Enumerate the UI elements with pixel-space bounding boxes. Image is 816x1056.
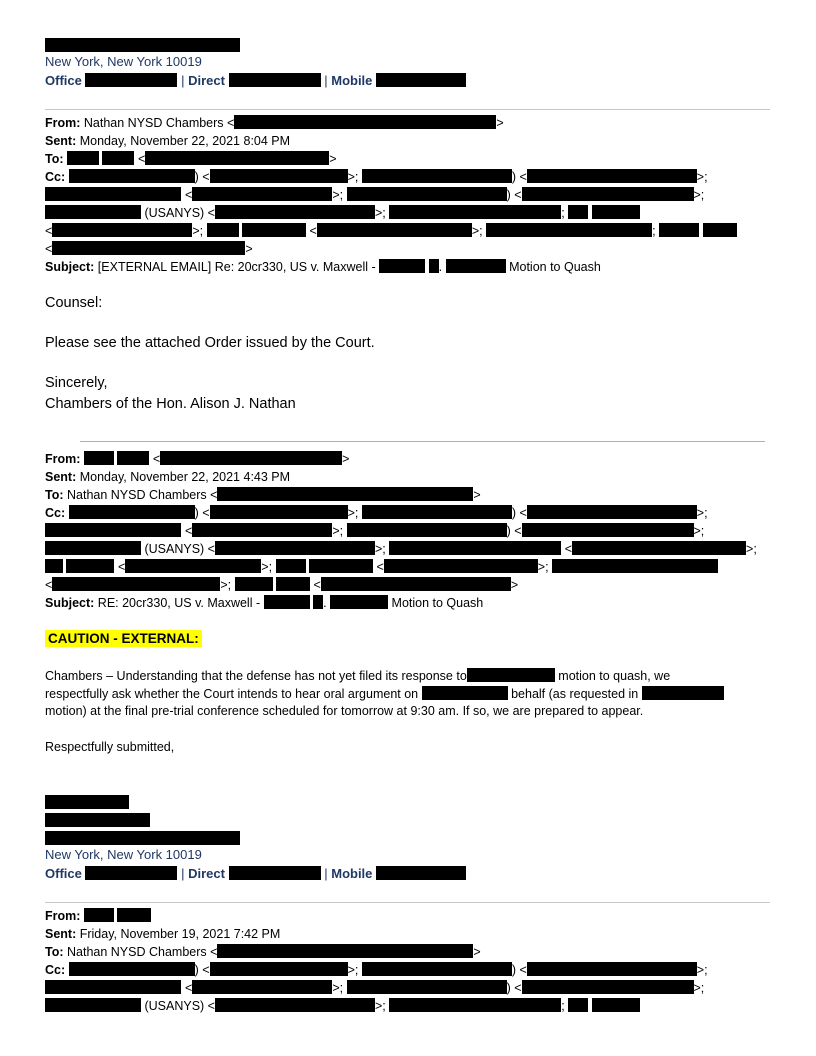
redaction	[45, 795, 129, 809]
email2-body-line2	[45, 686, 724, 701]
sent-label: Sent:	[45, 134, 77, 148]
redaction	[215, 541, 375, 555]
email2-sent	[45, 468, 290, 486]
redaction	[446, 259, 506, 273]
email1-from: From: Nathan NYSD Chambers < >	[45, 116, 504, 130]
from-label: From:	[45, 909, 81, 923]
email2-subject: Subject: RE: 20cr330, US v. Maxwell - . Motion to Quash	[45, 596, 484, 610]
cc-label: Cc:	[45, 170, 66, 184]
redaction	[592, 205, 640, 219]
redaction	[67, 151, 99, 165]
signature-city: New York, New York 10019	[45, 54, 202, 69]
redaction	[45, 38, 240, 52]
from-label: From:	[45, 116, 81, 130]
cc-label: Cc:	[45, 963, 66, 977]
subject-label: Subject:	[45, 596, 95, 610]
subject-label: Subject:	[45, 260, 95, 274]
redaction	[45, 523, 181, 537]
to-label: To:	[45, 152, 64, 166]
redaction	[84, 451, 114, 465]
redaction	[192, 980, 332, 994]
email1-cc-line4: < >; < >; ;	[45, 222, 737, 240]
redaction	[384, 559, 538, 573]
redaction	[145, 151, 329, 165]
cc-label: Cc:	[45, 506, 66, 520]
redaction	[362, 962, 512, 976]
redaction	[52, 241, 245, 255]
direct-label: Direct	[188, 73, 225, 88]
redaction	[467, 668, 555, 682]
email1-subject: Subject: [EXTERNAL EMAIL] Re: 20cr330, US v. Maxwell - . Motion to Quash	[45, 260, 601, 274]
redaction	[192, 187, 332, 201]
redaction	[422, 686, 508, 700]
email1-cc-line3: (USANYS) < >; ;	[45, 204, 640, 222]
to-label: To:	[45, 488, 64, 502]
redaction	[45, 980, 181, 994]
subject-prefix: [EXTERNAL EMAIL] Re: 20cr330, US v. Maxwell -	[97, 260, 376, 274]
email1-sent	[45, 132, 290, 150]
subject-suffix: Motion to Quash	[509, 260, 601, 274]
to-value: Nathan NYSD Chambers <	[67, 945, 218, 959]
email3-cc-line3: (USANYS) < >; ;	[45, 997, 640, 1015]
redaction	[522, 980, 694, 994]
redaction	[642, 686, 724, 700]
redaction	[309, 559, 373, 573]
divider	[45, 902, 770, 903]
email2-from: From: < >	[45, 452, 350, 466]
usanys-label: (USANYS) <	[144, 542, 215, 556]
redaction	[313, 595, 323, 609]
redaction	[234, 115, 496, 129]
redaction	[429, 259, 439, 273]
email3-sent	[45, 925, 280, 943]
email2-cc-line2: < >; ) < >;	[185, 524, 705, 538]
separator: |	[324, 73, 328, 88]
redaction	[69, 169, 195, 183]
divider	[45, 109, 770, 110]
caution-external-banner: CAUTION - EXTERNAL:	[45, 630, 202, 647]
email1-closing: Sincerely,	[45, 375, 108, 391]
body-text: motion to quash, we	[558, 669, 671, 683]
email1-body: Please see the attached Order issued by the Court.	[45, 335, 375, 351]
redaction	[321, 577, 511, 591]
email3-from	[45, 907, 151, 925]
redaction	[229, 866, 321, 880]
divider	[80, 441, 765, 442]
redaction	[85, 73, 177, 87]
redaction	[69, 505, 195, 519]
redaction	[45, 813, 150, 827]
mobile-label: Mobile	[331, 73, 373, 88]
separator: |	[181, 866, 185, 881]
email1-to: To: < >	[45, 152, 337, 166]
body-text: Chambers – Understanding that the defense has not yet filed its response to	[45, 669, 467, 683]
redaction	[330, 595, 388, 609]
email1-cc-line2: < >; ) < >;	[185, 188, 705, 202]
redaction	[125, 559, 261, 573]
to-label: To:	[45, 945, 64, 959]
separator: |	[324, 866, 328, 881]
sent-label: Sent:	[45, 470, 77, 484]
email2-cc-line3: (USANYS) < >; < >;	[45, 540, 757, 558]
email2-closing: Respectfully submitted,	[45, 740, 175, 754]
redaction	[572, 541, 746, 555]
redaction	[347, 187, 507, 201]
usanys-label: (USANYS) <	[144, 206, 215, 220]
redaction	[45, 559, 63, 573]
redaction	[522, 523, 694, 537]
redaction	[362, 505, 512, 519]
redaction	[552, 559, 718, 573]
subject-prefix: RE: 20cr330, US v. Maxwell -	[97, 596, 261, 610]
redaction	[117, 908, 151, 922]
redaction	[207, 223, 239, 237]
email1-signature: Chambers of the Hon. Alison J. Nathan	[45, 396, 296, 412]
redaction	[389, 205, 561, 219]
from-label: From:	[45, 452, 81, 466]
redaction	[192, 523, 332, 537]
email2-cc-line5: < >; < >	[45, 578, 519, 592]
redaction	[568, 205, 588, 219]
redaction	[85, 866, 177, 880]
redaction	[69, 962, 195, 976]
redaction	[217, 487, 473, 501]
subject-suffix: Motion to Quash	[391, 596, 484, 610]
redaction	[84, 908, 114, 922]
email1-salutation: Counsel:	[45, 295, 103, 311]
usanys-label: (USANYS) <	[144, 999, 215, 1013]
redaction	[217, 944, 473, 958]
redaction	[45, 998, 141, 1012]
to-value: Nathan NYSD Chambers <	[67, 488, 218, 502]
body-text: behalf (as requested in	[511, 687, 639, 701]
body-text: respectfully ask whether the Court intends to hear oral argument on	[45, 687, 419, 701]
redaction	[389, 541, 561, 555]
signature-contact-line	[45, 866, 466, 881]
email3-cc-line2: < >; ) < >;	[185, 981, 705, 995]
redaction	[102, 151, 134, 165]
redaction	[215, 205, 375, 219]
signature-contact-line	[45, 73, 466, 88]
redaction	[317, 223, 472, 237]
redaction	[45, 541, 141, 555]
direct-label: Direct	[188, 866, 225, 881]
redaction	[486, 223, 652, 237]
redaction	[264, 595, 310, 609]
office-label: Office	[45, 866, 82, 881]
redaction	[276, 559, 306, 573]
redaction	[527, 169, 697, 183]
redaction	[229, 73, 321, 87]
redaction	[527, 962, 697, 976]
redaction	[45, 205, 141, 219]
redaction	[52, 223, 192, 237]
separator: |	[181, 73, 185, 88]
redaction	[215, 998, 375, 1012]
sent-value: Monday, November 22, 2021 8:04 PM	[79, 134, 291, 148]
redaction	[52, 577, 220, 591]
sent-label: Sent:	[45, 927, 77, 941]
email1-cc-line5: < >	[45, 242, 253, 256]
redaction	[210, 169, 348, 183]
redaction	[235, 577, 273, 591]
mobile-label: Mobile	[331, 866, 373, 881]
redaction	[376, 73, 466, 87]
redaction	[66, 559, 114, 573]
from-value: Nathan NYSD Chambers <	[83, 116, 235, 130]
redaction	[45, 831, 240, 845]
email2-body-line1	[45, 668, 670, 683]
redaction	[160, 451, 342, 465]
redaction	[703, 223, 737, 237]
email2-cc-line4: < >; < >;	[45, 558, 718, 576]
email3-to: To: Nathan NYSD Chambers < >	[45, 945, 481, 959]
redaction	[376, 866, 466, 880]
redaction	[117, 451, 149, 465]
email3-cc: Cc: ) < >; ) < >;	[45, 963, 708, 977]
email2-body-line3: motion) at the final pre-trial conference scheduled for tomorrow at 9:30 am. If so, we are prepared to appear.	[45, 704, 644, 718]
redaction	[527, 505, 697, 519]
redaction	[45, 187, 181, 201]
redaction	[242, 223, 306, 237]
redaction	[389, 998, 561, 1012]
sent-value: Friday, November 19, 2021 7:42 PM	[79, 927, 281, 941]
email2-to: To: Nathan NYSD Chambers < >	[45, 488, 481, 502]
redaction	[659, 223, 699, 237]
redaction	[210, 962, 348, 976]
redaction	[276, 577, 310, 591]
redaction	[347, 523, 507, 537]
email2-cc: Cc: ) < >; ) < >;	[45, 506, 708, 520]
redaction	[210, 505, 348, 519]
redaction	[347, 980, 507, 994]
email1-cc: Cc: ) < >; ) < >;	[45, 170, 708, 184]
signature-city: New York, New York 10019	[45, 847, 202, 862]
office-label: Office	[45, 73, 82, 88]
redaction	[362, 169, 512, 183]
redaction	[568, 998, 588, 1012]
sent-value: Monday, November 22, 2021 4:43 PM	[79, 470, 291, 484]
redaction	[522, 187, 694, 201]
redaction	[592, 998, 640, 1012]
redaction	[379, 259, 425, 273]
